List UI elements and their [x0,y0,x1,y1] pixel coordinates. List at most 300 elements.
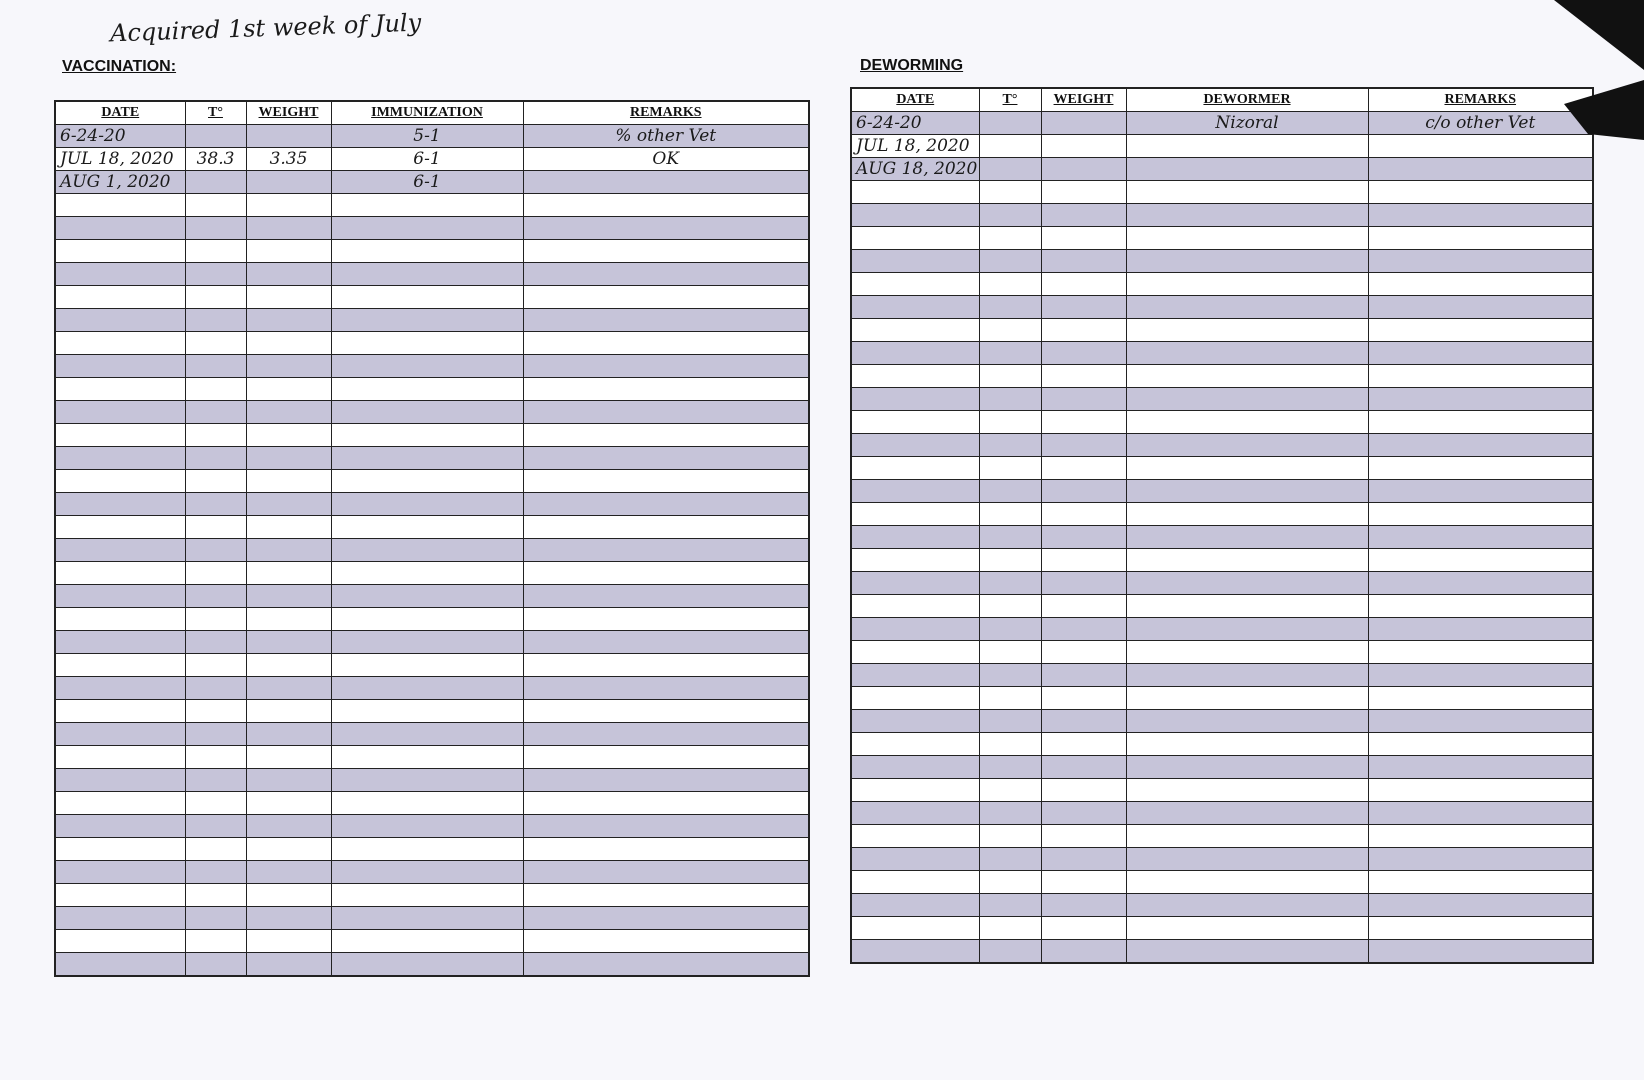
dew-cell-date [851,388,979,411]
dew-cell-remarks [1368,158,1593,181]
dew-cell-temp [979,342,1041,365]
dew-cell-remarks [1368,664,1593,687]
vacc-cell-temp [185,240,246,263]
dew-cell-dewormer [1126,710,1368,733]
table-row [55,746,809,769]
dew-cell-date [851,342,979,365]
vacc-cell-temp [185,585,246,608]
dew-cell-temp [979,227,1041,250]
vacc-cell-weight [246,792,331,815]
dew-cell-remarks [1368,733,1593,756]
vacc-cell-date [55,815,185,838]
vacc-cell-date [55,355,185,378]
vacc-cell-remarks [523,240,809,263]
vacc-cell-weight [246,217,331,240]
vacc-cell-immunization: 5-1 [331,125,523,148]
dew-cell-remarks [1368,848,1593,871]
vacc-cell-remarks [523,309,809,332]
dew-cell-dewormer [1126,158,1368,181]
dew-cell-date [851,411,979,434]
dew-cell-dewormer [1126,204,1368,227]
dew-cell-dewormer [1126,549,1368,572]
vacc-cell-temp [185,516,246,539]
vacc-header-remarks: REMARKS [523,101,809,125]
dew-cell-temp [979,871,1041,894]
vacc-cell-date [55,654,185,677]
vacc-cell-date [55,332,185,355]
dew-cell-dewormer [1126,940,1368,964]
dew-cell-remarks [1368,411,1593,434]
vacc-cell-date [55,608,185,631]
dew-cell-date [851,227,979,250]
vacc-cell-date [55,263,185,286]
dew-cell-weight [1041,802,1126,825]
vacc-cell-weight [246,562,331,585]
vacc-cell-immunization [331,884,523,907]
dew-cell-dewormer [1126,595,1368,618]
dew-cell-weight [1041,388,1126,411]
vacc-cell-temp [185,171,246,194]
table-row [851,319,1593,342]
dew-cell-remarks [1368,181,1593,204]
vacc-cell-date [55,562,185,585]
table-row [851,871,1593,894]
dew-cell-temp [979,595,1041,618]
table-row [55,217,809,240]
vacc-cell-date [55,493,185,516]
dew-cell-dewormer [1126,756,1368,779]
vacc-cell-temp [185,424,246,447]
dew-cell-remarks [1368,595,1593,618]
dew-cell-dewormer [1126,526,1368,549]
dew-cell-temp [979,710,1041,733]
dew-cell-dewormer [1126,664,1368,687]
dew-cell-date [851,595,979,618]
vacc-cell-weight [246,585,331,608]
vacc-cell-date [55,838,185,861]
dew-cell-date [851,710,979,733]
vacc-cell-remarks [523,631,809,654]
vacc-cell-weight [246,884,331,907]
vacc-cell-temp [185,815,246,838]
vacc-cell-date [55,401,185,424]
dew-cell-weight [1041,572,1126,595]
table-row [851,848,1593,871]
vacc-cell-date [55,516,185,539]
vacc-cell-weight [246,539,331,562]
dew-cell-dewormer [1126,572,1368,595]
vacc-cell-immunization [331,861,523,884]
vacc-cell-date [55,792,185,815]
dew-cell-remarks [1368,618,1593,641]
dew-cell-date [851,365,979,388]
dew-cell-weight [1041,825,1126,848]
vacc-cell-date [55,907,185,930]
vacc-cell-date [55,286,185,309]
vacc-cell-remarks [523,470,809,493]
vacc-cell-remarks [523,769,809,792]
table-row [851,825,1593,848]
vacc-cell-weight [246,424,331,447]
table-row [851,572,1593,595]
table-row [55,148,809,171]
dew-cell-remarks [1368,227,1593,250]
table-row [55,424,809,447]
dew-cell-dewormer [1126,618,1368,641]
dew-cell-remarks [1368,250,1593,273]
table-row [55,401,809,424]
dew-cell-date: JUL 18, 2020 [851,135,979,158]
dew-cell-remarks [1368,296,1593,319]
vacc-cell-weight [246,838,331,861]
vacc-cell-temp [185,470,246,493]
table-row [851,181,1593,204]
vacc-cell-immunization [331,194,523,217]
table-row [851,549,1593,572]
vacc-cell-temp [185,631,246,654]
dew-cell-weight [1041,296,1126,319]
vacc-header-temp: T° [185,101,246,125]
vacc-cell-immunization [331,723,523,746]
vacc-cell-weight [246,401,331,424]
vacc-cell-date [55,240,185,263]
dew-cell-weight [1041,779,1126,802]
dew-cell-temp [979,411,1041,434]
dew-cell-dewormer [1126,779,1368,802]
vacc-cell-remarks [523,539,809,562]
vacc-cell-immunization [331,493,523,516]
dew-cell-remarks [1368,434,1593,457]
torn-corner-shadow [1554,0,1644,70]
vacc-cell-temp [185,746,246,769]
vacc-cell-remarks [523,930,809,953]
vacc-cell-date [55,884,185,907]
vacc-cell-immunization [331,309,523,332]
dew-cell-dewormer [1126,135,1368,158]
dew-cell-dewormer [1126,894,1368,917]
dew-cell-date [851,871,979,894]
vacc-cell-temp [185,907,246,930]
dew-cell-dewormer [1126,802,1368,825]
table-row [55,677,809,700]
vacc-cell-date [55,723,185,746]
table-row [55,194,809,217]
dew-cell-date [851,756,979,779]
dew-cell-dewormer [1126,457,1368,480]
vacc-cell-date [55,424,185,447]
vacc-cell-remarks [523,171,809,194]
vacc-cell-immunization [331,355,523,378]
vacc-cell-temp [185,355,246,378]
vacc-cell-remarks [523,677,809,700]
dew-cell-remarks [1368,572,1593,595]
dew-cell-weight [1041,158,1126,181]
vacc-cell-remarks [523,907,809,930]
vacc-cell-weight [246,815,331,838]
table-row [851,733,1593,756]
table-row [851,250,1593,273]
table-row [851,894,1593,917]
dew-cell-dewormer [1126,641,1368,664]
vacc-cell-remarks: % other Vet [523,125,809,148]
dew-cell-date [851,572,979,595]
dew-cell-remarks [1368,756,1593,779]
dew-cell-remarks [1368,480,1593,503]
vacc-cell-weight [246,447,331,470]
dew-cell-temp [979,365,1041,388]
vacc-cell-date [55,700,185,723]
vacc-cell-temp [185,861,246,884]
table-row [55,516,809,539]
vacc-cell-immunization [331,838,523,861]
table-row [851,503,1593,526]
dew-cell-weight [1041,480,1126,503]
dew-header-temp: T° [979,88,1041,112]
dew-cell-date [851,917,979,940]
dew-cell-dewormer: Nizoral [1126,112,1368,135]
vacc-cell-date: 6-24-20 [55,125,185,148]
vacc-cell-date [55,194,185,217]
vacc-cell-temp [185,562,246,585]
vacc-cell-remarks [523,493,809,516]
dew-cell-weight [1041,687,1126,710]
table-row [851,457,1593,480]
vacc-cell-immunization [331,401,523,424]
dew-cell-remarks [1368,319,1593,342]
vacc-cell-weight [246,263,331,286]
dew-cell-weight [1041,503,1126,526]
vacc-cell-temp [185,378,246,401]
dew-cell-remarks [1368,388,1593,411]
dew-cell-date [851,296,979,319]
vacc-cell-immunization [331,930,523,953]
dew-cell-dewormer [1126,273,1368,296]
table-row [55,355,809,378]
dew-cell-temp [979,664,1041,687]
vacc-cell-remarks [523,516,809,539]
vacc-cell-remarks [523,723,809,746]
vacc-cell-weight [246,700,331,723]
dew-cell-date [851,940,979,964]
dew-cell-weight [1041,411,1126,434]
vacc-cell-date: AUG 1, 2020 [55,171,185,194]
dew-cell-date [851,480,979,503]
table-row [55,309,809,332]
vacc-cell-immunization [331,470,523,493]
dew-cell-date [851,618,979,641]
vacc-cell-immunization: 6-1 [331,148,523,171]
dew-cell-dewormer [1126,388,1368,411]
vacc-cell-weight [246,125,331,148]
dew-cell-date [851,503,979,526]
vacc-cell-weight [246,608,331,631]
vacc-cell-immunization [331,424,523,447]
table-row [851,641,1593,664]
deworming-title: DEWORMING [860,57,964,74]
table-row [55,953,809,977]
table-row [55,700,809,723]
dew-cell-weight [1041,204,1126,227]
dew-cell-weight [1041,135,1126,158]
vacc-cell-immunization [331,700,523,723]
table-row [55,493,809,516]
vacc-cell-remarks [523,378,809,401]
vacc-cell-weight [246,332,331,355]
dew-cell-weight [1041,549,1126,572]
vacc-cell-weight [246,309,331,332]
vacc-cell-remarks: OK [523,148,809,171]
vacc-cell-temp [185,953,246,977]
vacc-cell-weight [246,240,331,263]
table-row [851,756,1593,779]
vacc-cell-remarks [523,217,809,240]
dew-cell-dewormer [1126,825,1368,848]
table-row [55,286,809,309]
vacc-cell-weight [246,723,331,746]
table-row [851,664,1593,687]
table-row [851,296,1593,319]
dew-cell-weight [1041,848,1126,871]
dew-cell-dewormer [1126,296,1368,319]
vacc-cell-temp [185,447,246,470]
dew-cell-remarks [1368,204,1593,227]
table-row [55,608,809,631]
vacc-cell-date [55,953,185,977]
vacc-cell-remarks [523,332,809,355]
vacc-cell-date [55,470,185,493]
table-row [55,723,809,746]
vacc-cell-temp [185,884,246,907]
dew-cell-date: 6-24-20 [851,112,979,135]
dew-cell-temp [979,733,1041,756]
table-row [851,273,1593,296]
vacc-cell-temp [185,838,246,861]
vacc-header-immunization: IMMUNIZATION [331,101,523,125]
dew-cell-temp [979,135,1041,158]
vacc-cell-temp [185,792,246,815]
vacc-cell-remarks [523,401,809,424]
dew-cell-temp [979,388,1041,411]
vacc-cell-immunization [331,677,523,700]
dew-cell-temp [979,825,1041,848]
vacc-header-date: DATE [55,101,185,125]
dew-cell-temp [979,319,1041,342]
table-row [851,112,1593,135]
table-row [55,769,809,792]
dew-cell-date [851,779,979,802]
dew-cell-remarks [1368,365,1593,388]
dew-cell-weight [1041,319,1126,342]
vacc-cell-immunization [331,286,523,309]
table-row [55,447,809,470]
dew-cell-temp [979,618,1041,641]
dew-cell-temp [979,434,1041,457]
dew-cell-remarks [1368,273,1593,296]
vacc-cell-remarks [523,355,809,378]
vacc-cell-weight [246,516,331,539]
vacc-cell-weight [246,493,331,516]
table-row [851,388,1593,411]
vacc-cell-immunization [331,539,523,562]
table-row [851,710,1593,733]
table-row [851,434,1593,457]
vacc-cell-weight [246,194,331,217]
table-row [851,526,1593,549]
table-row [55,585,809,608]
table-row [851,158,1593,181]
table-row [851,480,1593,503]
dew-cell-dewormer [1126,411,1368,434]
dew-cell-weight [1041,595,1126,618]
vacc-cell-date [55,378,185,401]
dew-cell-weight [1041,250,1126,273]
dew-cell-temp [979,572,1041,595]
vacc-cell-immunization [331,562,523,585]
dew-cell-weight [1041,664,1126,687]
dew-cell-dewormer [1126,848,1368,871]
vacc-cell-immunization [331,585,523,608]
vacc-cell-immunization [331,815,523,838]
vacc-cell-immunization [331,907,523,930]
vacc-cell-remarks [523,861,809,884]
table-row [55,631,809,654]
dew-cell-dewormer [1126,365,1368,388]
table-row [851,917,1593,940]
vacc-cell-remarks [523,608,809,631]
dew-header-dewormer: DEWORMER [1126,88,1368,112]
vacc-cell-remarks [523,700,809,723]
dew-cell-remarks [1368,526,1593,549]
dew-cell-remarks [1368,779,1593,802]
vacc-cell-remarks [523,838,809,861]
vacc-cell-temp [185,263,246,286]
vacc-cell-remarks [523,654,809,677]
dew-cell-remarks [1368,503,1593,526]
table-row [55,470,809,493]
dew-cell-remarks [1368,549,1593,572]
table-row [851,135,1593,158]
dew-header-remarks: REMARKS [1368,88,1593,112]
vacc-cell-remarks [523,884,809,907]
vacc-cell-remarks [523,263,809,286]
table-row [851,687,1593,710]
dew-cell-dewormer [1126,342,1368,365]
table-row [55,654,809,677]
table-row [851,411,1593,434]
dew-cell-date [851,526,979,549]
dew-cell-remarks [1368,710,1593,733]
vacc-cell-immunization [331,332,523,355]
dew-cell-weight [1041,526,1126,549]
vacc-cell-date [55,447,185,470]
dew-cell-date [851,664,979,687]
dew-cell-remarks [1368,135,1593,158]
vacc-cell-weight [246,470,331,493]
dew-cell-remarks [1368,342,1593,365]
dew-cell-date [851,181,979,204]
dew-cell-weight [1041,434,1126,457]
table-row [55,263,809,286]
vacc-cell-immunization [331,792,523,815]
dew-cell-weight [1041,181,1126,204]
dew-cell-dewormer [1126,871,1368,894]
dew-cell-weight [1041,112,1126,135]
dew-cell-date [851,319,979,342]
dew-cell-remarks [1368,917,1593,940]
table-row [55,378,809,401]
vacc-cell-remarks [523,286,809,309]
vacc-cell-date [55,217,185,240]
